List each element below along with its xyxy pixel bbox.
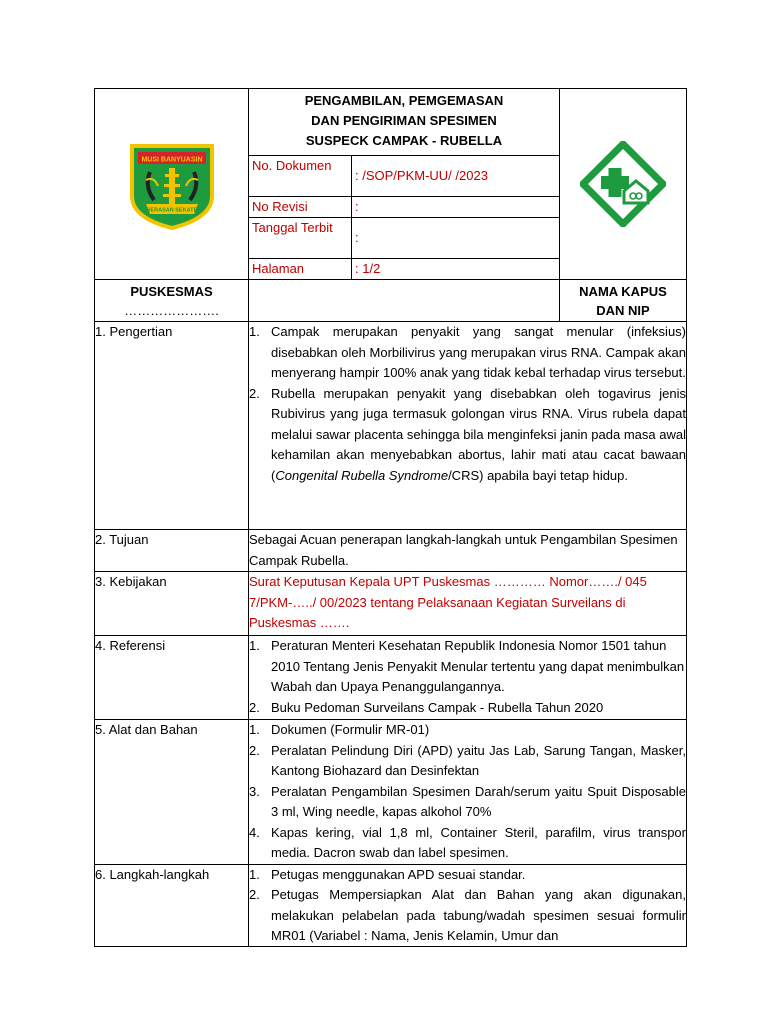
list-item: 1. Dokumen (Formulir MR-01) — [249, 722, 430, 737]
section-label-referensi: 4. Referensi — [95, 636, 249, 720]
section-label-kebijakan: 3. Kebijakan — [95, 572, 249, 636]
section-content-kebijakan: Surat Keputusan Kepala UPT Puskesmas ………… Nomor……./ 045 7/PKM-…../ 00/2023 tentang Pelaksanaan Kegiatan Surveilans di Puskesmas ……. — [249, 572, 687, 636]
section-content-langkah — [249, 864, 687, 946]
meta-value-no-revisi: : — [352, 197, 560, 218]
regency-emblem-icon — [124, 136, 220, 232]
document-title: PENGAMBILAN, PEMGEMASAN DAN PENGIRIMAN SPESIMEN SUSPECK CAMPAK - RUBELLA — [304, 93, 504, 148]
meta-key-tanggal-terbit: Tanggal Terbit — [249, 218, 352, 259]
list-item: 2. Peralatan Pelindung Diri (APD) yaitu Jas Lab, Sarung Tangan, Masker, Kantong Biohazard dan Desinfektan — [249, 742, 686, 778]
section-content-pengertian — [249, 322, 687, 530]
emblem-ribbon-text: SERASAN SEKATE — [146, 207, 197, 214]
section-content-alat-bahan — [249, 720, 687, 865]
section-label-langkah: 6. Langkah-langkah — [95, 864, 249, 946]
sop-table — [94, 88, 687, 947]
list-item: 1. Petugas menggunakan APD sesuai standar. — [249, 866, 526, 882]
section-content-tujuan: Sebagai Acuan penerapan langkah-langkah untuk Pengambilan Spesimen Campak Rubella. — [249, 530, 687, 572]
regency-logo-cell — [95, 89, 249, 280]
section-content-referensi — [249, 636, 687, 720]
puskesmas-logo-icon — [580, 141, 666, 227]
puskesmas-logo-cell — [560, 89, 687, 280]
list-item: 2. Buku Pedoman Surveilans Campak - Rubella Tahun 2020 — [249, 699, 604, 715]
meta-key-no-dokumen: No. Dokumen — [249, 156, 352, 197]
list-item: 2. Petugas Mempersiapkan Alat dan Bahan yang akan digunakan, melakukan pelabelan pada tabung/wadah spesimen sesuai formulir MR01 (Variabel : Nama, Jenis Kelamin, Umur dan — [249, 887, 686, 943]
kapus-name-cell: NAMA KAPUS DAN NIP — [560, 280, 687, 322]
meta-key-halaman: Halaman — [249, 259, 352, 280]
list-item: 1. Campak merupakan penyakit yang sangat menular (infeksius) disebabkan oleh Morbilivirus yang merupakan virus RNA. Campak akan menyerang hampir 100% anak yang tidak kebal terhadap virus tersebut. — [249, 324, 686, 380]
meta-key-no-revisi: No Revisi — [249, 197, 352, 218]
list-item: 4. Kapas kering, vial 1,8 ml, Container Steril, parafilm, virus transpor media. Dacron swab dan label spesimen. — [249, 824, 686, 860]
meta-value-halaman: : 1/2 — [352, 259, 560, 280]
list-item: 3. Peralatan Pengambilan Spesimen Darah/serum yaitu Spuit Disposable 3 ml, Wing needle, kapas alkohol 70% — [249, 783, 686, 819]
sop-document — [94, 88, 687, 947]
list-item: 1. Peraturan Menteri Kesehatan Republik Indonesia Nomor 1501 tahun 2010 Tentang Jenis Penyakit Menular tertentu yang dapat menimbulkan Wabah dan Upaya Penanggulangannya. — [249, 638, 685, 694]
document-meta-table — [249, 155, 559, 279]
org-empty-cell — [249, 280, 560, 322]
list-item: 2. Rubella merupakan penyakit yang disebabkan oleh togavirus jenis Rubivirus yang juga termasuk golongan virus RNA. Virus rubela dapat melalui sawar placenta sehingga bila menginfeksi janin pada masa awal kehamilan akan menyebabkan abortus, lahir mati atau cacat bawaan (Congenital Rubella Syndrome/CRS) apabila bayi tetap hidup. — [249, 385, 686, 483]
section-label-tujuan: 2. Tujuan — [95, 530, 249, 572]
section-label-pengertian: 1. Pengertian — [95, 322, 249, 530]
meta-value-tanggal-terbit: : — [352, 218, 560, 259]
section-label-alat-bahan: 5. Alat dan Bahan — [95, 720, 249, 865]
meta-value-no-dokumen: : /SOP/PKM-UU/ /2023 — [352, 156, 560, 197]
emblem-title-text: MUSI BANYUASIN — [140, 156, 203, 164]
title-cell — [249, 89, 560, 280]
puskesmas-name-cell: PUSKESMAS …………………. — [95, 280, 249, 322]
